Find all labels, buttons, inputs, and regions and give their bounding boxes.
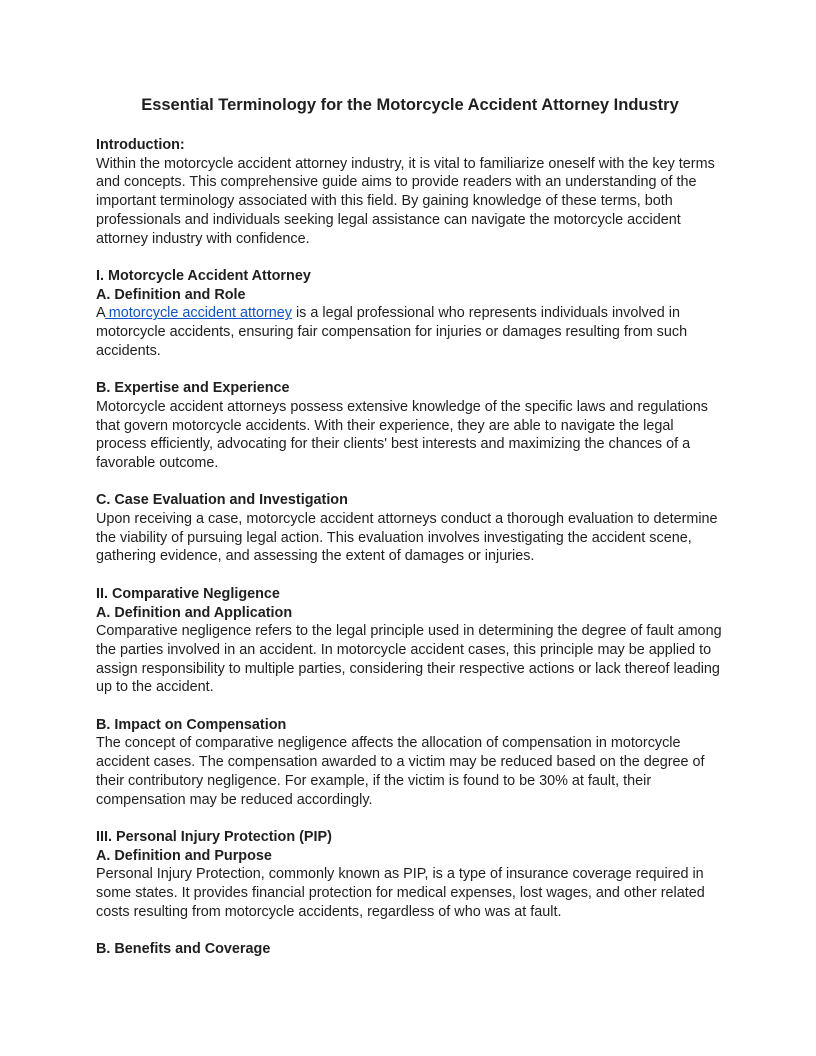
subsection-expertise-and-experience [96, 379, 724, 473]
section-motorcycle-accident-attorney [96, 267, 724, 566]
section-comparative-negligence [96, 585, 724, 809]
intro-heading: Introduction: [96, 137, 185, 153]
section-heading: I. Motorcycle Accident Attorney [96, 267, 311, 284]
subsection-heading: A. Definition and Purpose [96, 847, 272, 864]
subsection-heading: B. Benefits and Coverage [96, 941, 271, 958]
subsection-definition-and-application [96, 604, 724, 698]
section-heading: III. Personal Injury Protection (PIP) [96, 828, 332, 845]
subsection-case-evaluation [96, 491, 724, 566]
subsection-heading: B. Impact on Compensation [96, 716, 287, 733]
subsection-body: The concept of comparative negligence affects the allocation of compensation in motorcycle accident cases. The compensation awarded to a victim may be reduced based on the degree of their contributory negligence. For example, if the victim is found to be 30% at fault, their compensation may be reduced accordingly. [96, 735, 705, 808]
intro-block [96, 136, 724, 248]
subsection-benefits-and-coverage [96, 940, 724, 959]
document-page [96, 94, 724, 959]
subsection-heading: A. Definition and Role [96, 286, 246, 303]
subsection-body: Personal Injury Protection, commonly known as PIP, is a type of insurance coverage required in some states. It provides financial protection for medical expenses, lost wages, and other related costs resulting from motorcycle accidents, regardless of who was at fault. [96, 866, 705, 920]
subsection-body [96, 304, 724, 360]
section-personal-injury-protection [96, 828, 724, 959]
body-text: is a legal professional who represents individuals involved in motorcycle accidents, ensuring fair compensation for injuries or damages resulting from such accidents. [96, 305, 688, 359]
motorcycle-accident-attorney-link[interactable]: motorcycle accident attorney [104, 305, 292, 322]
document-title: Essential Terminology for the Motorcycle Accident Attorney Industry [141, 96, 679, 114]
subsection-body: Comparative negligence refers to the legal principle used in determining the degree of fault among the parties involved in an accident. In motorcycle accident cases, this principle may be applied to assign responsibility to multiple parties, considering their respective actions or lack thereof leading up to the accident. [96, 623, 722, 696]
subsection-body: Motorcycle accident attorneys possess extensive knowledge of the specific laws and regulations that govern motorcycle accidents. With their experience, they are able to navigate the legal process efficiently, advocating for their clients' best interests and maximizing the chances of a favorable outcome. [96, 398, 708, 471]
subsection-heading: A. Definition and Application [96, 604, 293, 621]
subsection-definition-and-purpose [96, 847, 724, 922]
subsection-impact-on-compensation [96, 716, 724, 810]
subsection-heading: C. Case Evaluation and Investigation [96, 492, 348, 509]
subsection-body: Upon receiving a case, motorcycle accident attorneys conduct a thorough evaluation to determine the viability of pursuing legal action. This evaluation involves investigating the accident scene, gathering evidence, and assessing the extent of damages or injuries. [96, 511, 718, 565]
intro-body: Within the motorcycle accident attorney industry, it is vital to familiarize oneself with the key terms and concepts. This comprehensive guide aims to provide readers with an understanding of the important terminology associated with this field. By gaining knowledge of these terms, both professionals and individuals seeking legal assistance can navigate the motorcycle accident attorney industry with confidence. [96, 155, 715, 247]
subsection-definition-and-role [96, 286, 724, 361]
body-prefix: A [96, 305, 105, 322]
subsection-heading: B. Expertise and Experience [96, 380, 290, 397]
section-heading: II. Comparative Negligence [96, 585, 280, 602]
